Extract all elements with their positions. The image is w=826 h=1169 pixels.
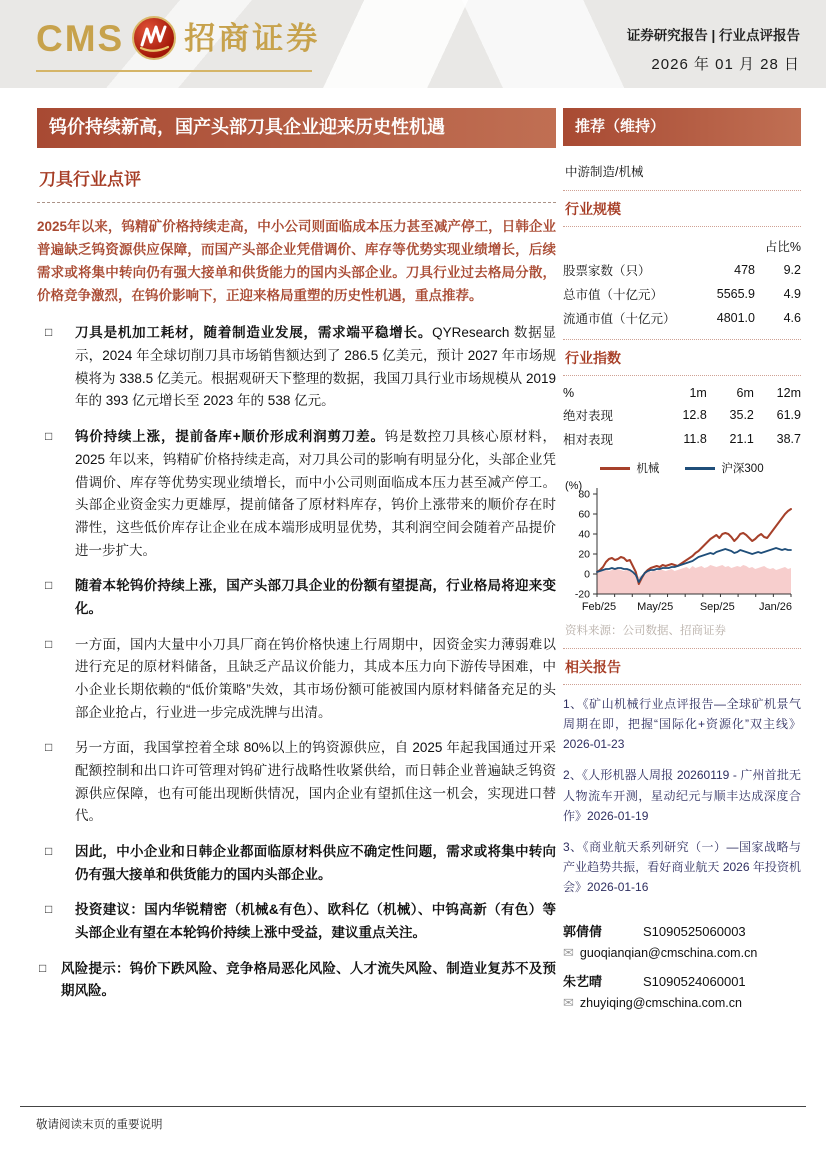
table-row [563, 258, 801, 282]
analyst-row [563, 971, 801, 990]
related-reports-list [563, 694, 801, 897]
performance-chart [563, 460, 801, 638]
row-1m: 12.8 [682, 408, 707, 422]
bullet-square-icon: □ [45, 429, 53, 444]
industry-index-table [563, 383, 801, 451]
bullet-item [37, 426, 556, 562]
section-header-industry-scale: 行业规模 [563, 190, 801, 227]
bullet-text: QYResearch 数据显示，2024 年全球切削刀具市场销售额达到了 286.5 亿美元，预计 2027 年市场规模将为 338.5 亿美元。根据观研天下整理的数据，我国刀具行业市场规模从 2019 年的 393 亿元增长至 2023 年的 538 亿元。 [75, 325, 556, 409]
analyst-name: 朱艺晴 [563, 974, 603, 990]
chart-source-note: 资料来源：公司数据、招商证券 [565, 625, 726, 637]
bullet-item [37, 575, 556, 620]
row-12m: 38.7 [776, 432, 801, 446]
section-header-industry-index: 行业指数 [563, 339, 801, 376]
report-type: 证券研究报告 | 行业点评报告 [626, 28, 800, 43]
cms-logo-name: 招商证券 [184, 20, 321, 56]
bullet-square-icon: □ [45, 325, 53, 340]
legend-label: 沪深300 [721, 463, 764, 475]
bullet-lead: 随着本轮钨价持续上涨，国产头部刀具企业的份额有望提高，行业格局将迎来变化。 [75, 578, 556, 616]
section-header-related-reports: 相关报告 [563, 648, 801, 685]
bullet-item [37, 322, 556, 413]
rating-badge: 推荐（维持） [563, 108, 801, 146]
table-header-row [563, 234, 801, 258]
bullet-text: 另一方面，我国掌控着全球 80%以上的钨资源供应，自 2025 年起我国通过开采配额控制和出口许可管理对钨矿进行战略性收紧供给，而日韩企业普遍缺乏钨资源供应保障，也有可能出现断供情况，国内企业有望抓住这一机会，实现进口替代。 [75, 740, 556, 824]
bullet-lead: 因此，中小企业和日韩企业都面临原材料供应不确定性问题，需求或将集中转向仍有强大接单和供货能力的国内头部企业。 [75, 843, 556, 882]
svg-text:Sep/25: Sep/25 [699, 601, 735, 613]
bullet-lead: 钨价持续上涨，提前备库+顺价形成利润剪刀差。 [75, 429, 385, 445]
row-value: 4801.0 [716, 311, 755, 325]
col-header: 1m [689, 386, 707, 400]
report-link[interactable]: 1、《矿山机械行业点评报告—全球矿机景气周期在即，把握“国际化+资源化”双主线》2026-01-23 [563, 697, 801, 752]
row-1m: 11.8 [683, 432, 707, 446]
bullet-square-icon: □ [45, 843, 53, 858]
logo-underline [36, 70, 312, 72]
analyst-name: 郭倩倩 [563, 924, 603, 940]
legend-label: 机械 [636, 463, 660, 475]
table-row [563, 282, 801, 306]
col-header-pct: 占比% [764, 240, 801, 254]
bullet-list [37, 322, 556, 1002]
bullet-square-icon: □ [45, 740, 53, 755]
bullet-item [37, 634, 556, 725]
email-icon: ✉ [563, 995, 574, 1011]
mechanical-line-swatch-icon [600, 467, 630, 470]
table-row [563, 403, 801, 427]
row-6m: 21.1 [729, 432, 754, 446]
row-value: 5565.9 [716, 287, 755, 301]
cms-logo-text: CMS [36, 17, 125, 59]
bullet-square-icon: □ [45, 578, 53, 593]
col-header: 12m [776, 386, 801, 400]
svg-text:0: 0 [584, 568, 590, 581]
table-header-row [563, 383, 801, 403]
bullet-lead: 刀具是机加工耗材，随着制造业发展，需求端平稳增长。 [75, 325, 433, 341]
header-band [0, 0, 826, 88]
svg-text:May/25: May/25 [637, 601, 674, 613]
row-label: 相对表现 [563, 433, 614, 447]
row-12m: 61.9 [776, 408, 801, 422]
summary-paragraph: 2025年以来，钨精矿价格持续走高，中小公司则面临成本压力甚至减产停工，日韩企业普遍缺乏钨资源供应保障，而国产头部企业凭借调价、库存等优势实现业绩增长，后续需求或将集中转向仍有强大接单和供货能力的国内头部企业。刀具行业过去格局分散，价格竞争激烈，在钨价影响下，正迎来格局重塑的历史性机遇，重点推荐。 [37, 218, 556, 304]
header-meta [627, 24, 800, 74]
analyst-email[interactable]: zhuyiqing@cmschina.com.cn [579, 996, 742, 1011]
row-6m: 35.2 [729, 408, 754, 422]
bullet-square-icon: □ [45, 902, 53, 917]
footer-disclaimer: 敬请阅读末页的重要说明 [36, 1119, 163, 1131]
row-label: 股票家数（只） [563, 264, 651, 278]
report-subtitle: 刀具行业点评 [39, 169, 141, 189]
row-label: 流通市值（十亿元） [563, 312, 676, 326]
row-label: 总市值（十亿元） [563, 288, 664, 302]
cms-emblem-icon [132, 16, 176, 60]
industry-scale-table [563, 234, 801, 330]
analyst-email-row [563, 945, 801, 961]
analyst-block [563, 921, 801, 1011]
svg-text:Feb/25: Feb/25 [581, 601, 617, 613]
bullet-text: 一方面，国内大量中小刀具厂商在钨价格快速上行周期中，因资金实力薄弱难以进行充足的原材料储备，且缺乏产品议价能力，其成本压力向下游传导困难，中小企业长期依赖的“低价策略”失效，其市场份额可能被国内原材料储备充足的头部企业抢占，行业进一步完成洗牌与出清。 [75, 636, 556, 720]
bullet-square-icon: □ [45, 636, 53, 651]
report-date: 2026 年 01 月 28 日 [651, 56, 800, 73]
hs300-line-swatch-icon [685, 467, 715, 470]
svg-text:Jan/26: Jan/26 [758, 601, 792, 613]
analyst-email[interactable]: guoqianqian@cmschina.com.cn [579, 946, 758, 961]
svg-text:(%): (%) [565, 480, 583, 492]
page-title: 钨价持续新高，国产头部刀具企业迎来历史性机遇 [37, 108, 556, 148]
cms-logo [36, 16, 320, 60]
main-column [37, 108, 556, 1016]
subtitle-divider [37, 202, 556, 203]
report-link[interactable]: 2、《人形机器人周报 20260119 - 广州首批无人物流车开测，星动纪元与顺丰达成深度合作》2026-01-19 [563, 768, 801, 823]
bullet-lead: 风险提示：钨价下跌风险、竞争格局恶化风险、人才流失风险、制造业复苏不及预期风险。 [61, 960, 556, 999]
col-header: 6m [736, 386, 754, 400]
bullet-text: 钨是数控刀具核心原材料，2025 年以来，钨精矿价格持续走高，对刀具公司的影响有明显分化，头部企业凭借调价、库存等优势实现业绩增长，而中小公司则面临成本压力甚至减产停工。头部企业资金实力更雄厚，提前储备了原材料库存，钨价上涨带来的顺价存在时滞性，这些低价库存让企业在成本端形成明显优势，其利润空间会随着产品提价进一步扩大。 [75, 429, 556, 558]
table-row [563, 427, 801, 451]
row-label: 绝对表现 [563, 409, 614, 423]
bullet-item-investment-advice [37, 899, 556, 944]
row-pct: 4.6 [783, 311, 801, 325]
bullet-lead: 投资建议：国内华锐精密（机械&有色）、欧科亿（机械）、中钨高新（有色）等头部企业有望在本轮钨价持续上涨中受益，建议重点关注。 [75, 902, 556, 940]
row-pct: 9.2 [783, 263, 801, 277]
analyst-row [563, 921, 801, 940]
chart-legend [563, 460, 801, 476]
svg-text:80: 80 [578, 488, 590, 501]
legend-item-mechanical [600, 460, 659, 476]
trend-line-chart [563, 478, 801, 616]
row-value: 478 [734, 263, 755, 277]
bullet-item [37, 841, 556, 886]
report-link[interactable]: 3、《商业航天系列研究（一）—国家战略与产业趋势共振，看好商业航天 2026 年投资机会》2026-01-16 [563, 839, 801, 895]
svg-text:-20: -20 [574, 588, 590, 601]
legend-item-hs300 [685, 460, 763, 476]
svg-text:20: 20 [578, 548, 590, 561]
email-icon: ✉ [563, 945, 574, 961]
footer-divider [20, 1106, 806, 1107]
row-pct: 4.9 [783, 287, 801, 301]
bullet-item [37, 737, 556, 828]
analyst-email-row [563, 995, 801, 1011]
analyst-license-id: S1090524060001 [643, 974, 746, 990]
svg-text:40: 40 [578, 528, 590, 541]
bullet-square-icon: □ [39, 960, 47, 975]
col-header: % [563, 386, 575, 400]
industry-label: 中游制造/机械 [565, 165, 644, 179]
sidebar [563, 108, 801, 1021]
svg-text:60: 60 [578, 508, 590, 521]
bullet-item-risk-warning [37, 958, 556, 1003]
analyst-license-id: S1090525060003 [643, 924, 746, 940]
table-row [563, 306, 801, 330]
